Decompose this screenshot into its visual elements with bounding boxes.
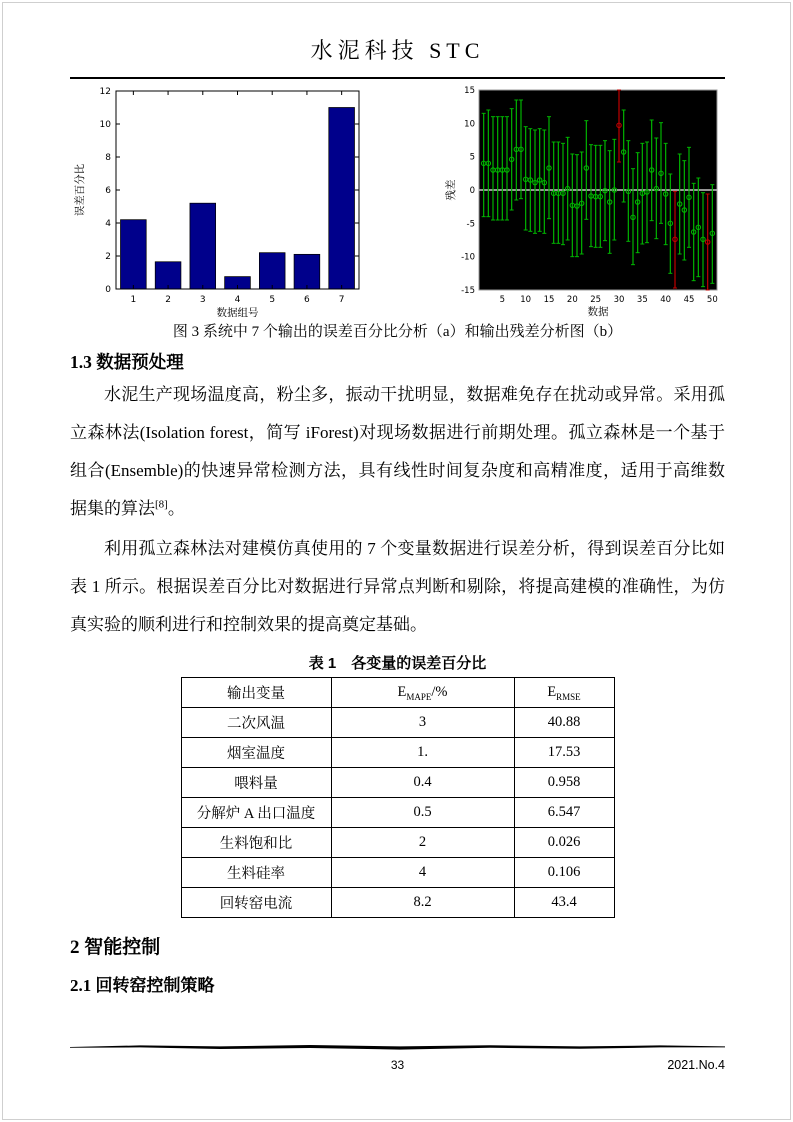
footer-rule bbox=[70, 1043, 725, 1051]
svg-text:5: 5 bbox=[469, 152, 475, 163]
svg-text:10: 10 bbox=[464, 119, 475, 130]
svg-text:15: 15 bbox=[464, 86, 475, 96]
citation-ref-8: [8] bbox=[155, 498, 168, 511]
svg-text:0: 0 bbox=[105, 285, 111, 295]
svg-text:5: 5 bbox=[269, 295, 276, 305]
mape-header: $E_{MAPE}/\%$ bbox=[331, 678, 514, 708]
mape-value-cell: 0.4 bbox=[331, 768, 514, 798]
header-rule bbox=[70, 77, 725, 79]
svg-text:1: 1 bbox=[130, 295, 137, 305]
table-body bbox=[181, 708, 614, 918]
svg-text:4: 4 bbox=[234, 295, 241, 305]
figures-row bbox=[70, 85, 725, 317]
table-row bbox=[181, 768, 614, 798]
rmse-value-cell: 17.53 bbox=[514, 738, 614, 768]
svg-text:3: 3 bbox=[199, 295, 206, 305]
variable-name-cell: 生料饱和比 bbox=[181, 828, 331, 858]
svg-text:6: 6 bbox=[105, 186, 111, 196]
table-header-row bbox=[181, 678, 614, 708]
rmse-value-cell: 40.88 bbox=[514, 708, 614, 738]
error-table bbox=[181, 677, 615, 918]
rmse-value-cell: 0.026 bbox=[514, 828, 614, 858]
section-1-3-heading: 1.3 数据预处理 bbox=[70, 352, 184, 372]
residual-chart-figure bbox=[445, 85, 725, 317]
svg-text:8: 8 bbox=[105, 153, 111, 163]
svg-text:10: 10 bbox=[99, 120, 111, 130]
variable-name-cell: 烟室温度 bbox=[181, 738, 331, 768]
svg-text:2: 2 bbox=[105, 252, 111, 262]
svg-text:7: 7 bbox=[338, 295, 345, 305]
svg-text:25: 25 bbox=[590, 295, 602, 305]
svg-text:-5: -5 bbox=[466, 219, 475, 230]
table-row bbox=[181, 828, 614, 858]
paragraph-1-text: 水泥生产现场温度高，粉尘多，振动干扰明显，数据难免存在扰动或异常。采用孤立森林法(Isolation forest，简写 iForest)对现场数据进行前期处理。孤立森林是一个基于组合(Ensemble)的快速异常检测方法，具有线性时间复杂度和高精准度，适用于高维数据集的算法 bbox=[70, 385, 725, 518]
table-row bbox=[181, 858, 614, 888]
section-2-1-heading: 2.1 回转窑控制策略 bbox=[70, 976, 215, 995]
svg-text:40: 40 bbox=[660, 295, 672, 305]
svg-text:12: 12 bbox=[99, 87, 111, 97]
rmse-value-cell: 43.4 bbox=[514, 888, 614, 918]
table-row bbox=[181, 738, 614, 768]
journal-title: 水泥科技 STC bbox=[310, 38, 485, 63]
variable-name-cell: 生料硅率 bbox=[181, 858, 331, 888]
mape-value-cell: 0.5 bbox=[331, 798, 514, 828]
paragraph-1-tail: 。 bbox=[167, 499, 185, 518]
variable-name-cell: 喂料量 bbox=[181, 768, 331, 798]
rmse-header: $E_{RMSE}$ bbox=[514, 678, 614, 708]
variable-name-cell: 分解炉 A 出口温度 bbox=[181, 798, 331, 828]
svg-text:2: 2 bbox=[165, 295, 171, 305]
output-variable-header: 输出变量 bbox=[181, 678, 331, 708]
mape-value-cell: 4 bbox=[331, 858, 514, 888]
footer-row bbox=[70, 1058, 725, 1072]
figure-caption: 图 3 系统中 7 个输出的误差百分比分析（a）和输出残差分析图（b） bbox=[172, 324, 623, 340]
rmse-value-cell: 6.547 bbox=[514, 798, 614, 828]
page-number: 33 bbox=[390, 1058, 405, 1072]
svg-text:50: 50 bbox=[706, 295, 718, 305]
mape-value-cell: 2 bbox=[331, 828, 514, 858]
table-row bbox=[181, 798, 614, 828]
svg-text:35: 35 bbox=[636, 295, 648, 305]
svg-text:数据组号: 数据组号 bbox=[216, 307, 259, 317]
issue-number: 2021.No.4 bbox=[667, 1058, 725, 1072]
svg-text:残差: 残差 bbox=[445, 179, 457, 201]
svg-text:0: 0 bbox=[469, 186, 475, 196]
svg-text:-10: -10 bbox=[461, 252, 475, 263]
rmse-value-cell: 0.106 bbox=[514, 858, 614, 888]
svg-text:误差百分比: 误差百分比 bbox=[74, 163, 86, 217]
svg-text:4: 4 bbox=[105, 219, 111, 229]
mape-value-cell: 1. bbox=[331, 738, 514, 768]
svg-text:15: 15 bbox=[543, 295, 555, 305]
svg-text:数据: 数据 bbox=[587, 306, 609, 317]
svg-text:-15: -15 bbox=[461, 286, 475, 296]
paragraph-1 bbox=[70, 376, 725, 528]
table-row bbox=[181, 888, 614, 918]
table-row bbox=[181, 708, 614, 738]
variable-name-cell: 二次风温 bbox=[181, 708, 331, 738]
page-footer bbox=[70, 1038, 725, 1072]
svg-text:20: 20 bbox=[566, 295, 578, 305]
variable-name-cell: 回转窑电流 bbox=[181, 888, 331, 918]
bar-chart-figure bbox=[70, 85, 388, 317]
svg-text:45: 45 bbox=[683, 295, 695, 305]
mape-value-cell: 8.2 bbox=[331, 888, 514, 918]
svg-text:6: 6 bbox=[304, 295, 310, 305]
paragraph-2: 利用孤立森林法对建模仿真使用的 7 个变量数据进行误差分析，得到误差百分比如表 1 所示。根据误差百分比对数据进行异常点判断和剔除，将提高建模的准确性，为仿真实验的顺利进行和控制效果的提高奠定基础。 bbox=[70, 539, 725, 634]
svg-text:10: 10 bbox=[520, 295, 532, 305]
rmse-value-cell: 0.958 bbox=[514, 768, 614, 798]
mape-value-cell: 3 bbox=[331, 708, 514, 738]
section-2-heading: 2 智能控制 bbox=[70, 937, 161, 958]
svg-text:30: 30 bbox=[613, 295, 625, 305]
svg-text:5: 5 bbox=[499, 295, 506, 305]
table-title: 表 1 各变量的误差百分比 bbox=[308, 655, 487, 672]
